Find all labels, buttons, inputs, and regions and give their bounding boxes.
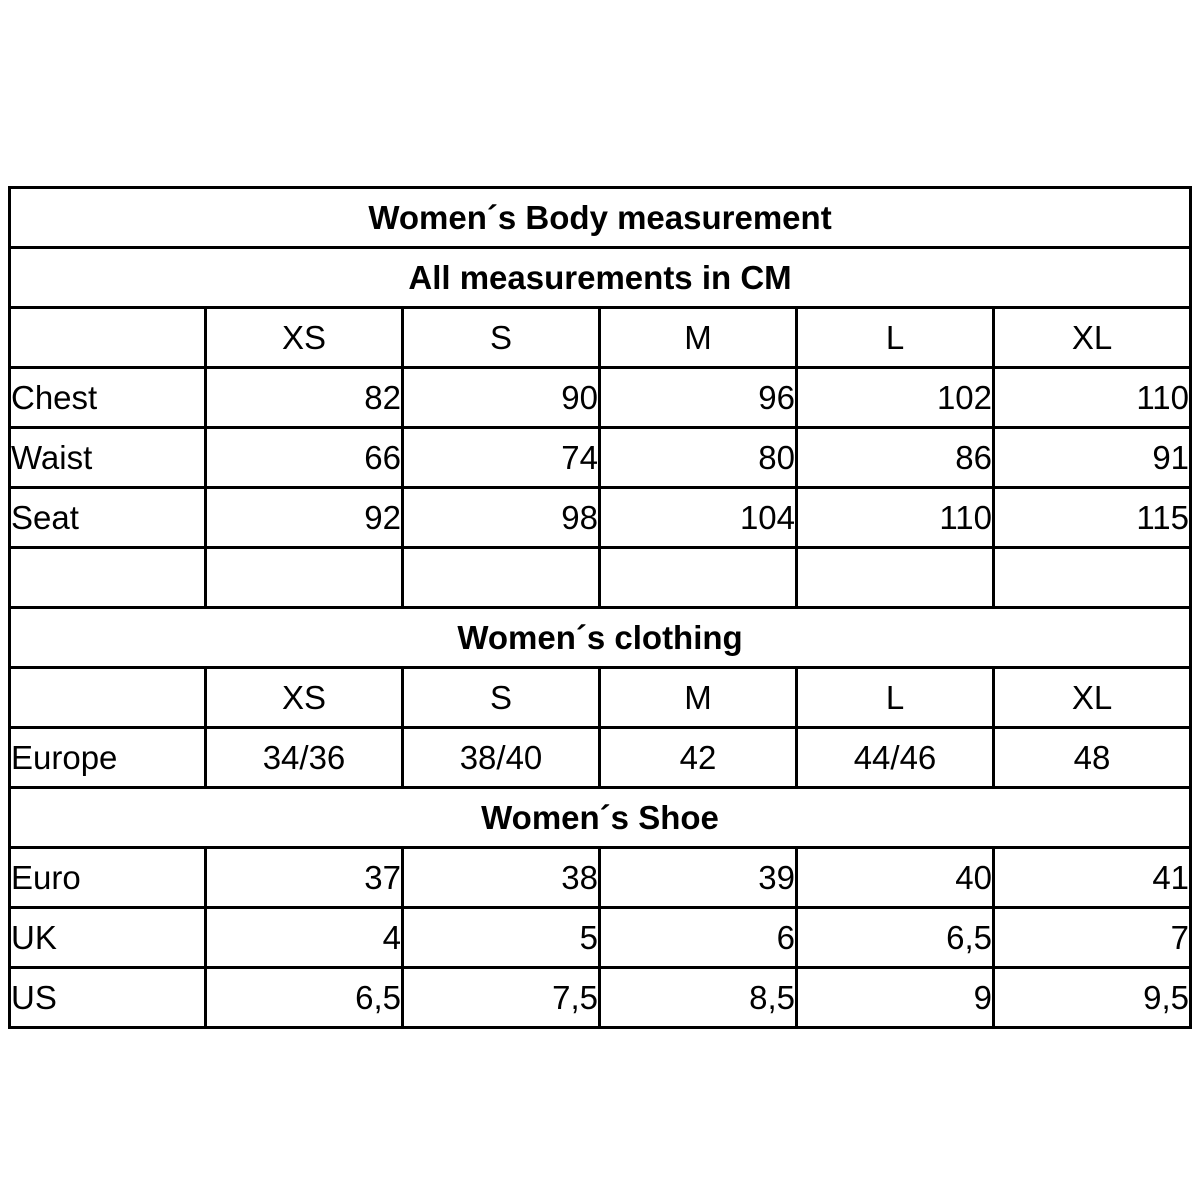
spacer-cell-1 xyxy=(10,548,206,608)
body-header-s: S xyxy=(403,308,600,368)
table-row-body-header xyxy=(10,308,1191,368)
clothing-header-xl: XL xyxy=(994,668,1191,728)
chest-l: 102 xyxy=(797,368,994,428)
spacer-cell-4 xyxy=(600,548,797,608)
body-header-xl: XL xyxy=(994,308,1191,368)
us-xl: 9,5 xyxy=(994,968,1191,1028)
seat-xl: 115 xyxy=(994,488,1191,548)
europe-l: 44/46 xyxy=(797,728,994,788)
table-row-clothing-header xyxy=(10,668,1191,728)
euro-l: 40 xyxy=(797,848,994,908)
units-subtitle: All measurements in CM xyxy=(10,248,1191,308)
chest-s: 90 xyxy=(403,368,600,428)
row-label-us: US xyxy=(10,968,206,1028)
row-label-seat: Seat xyxy=(10,488,206,548)
waist-m: 80 xyxy=(600,428,797,488)
spacer-cell-3 xyxy=(403,548,600,608)
section-title-shoe: Women´s Shoe xyxy=(10,788,1191,848)
row-label-uk: UK xyxy=(10,908,206,968)
section-title-clothing: Women´s clothing xyxy=(10,608,1191,668)
waist-s: 74 xyxy=(403,428,600,488)
row-label-chest: Chest xyxy=(10,368,206,428)
size-chart-table xyxy=(8,186,1192,1029)
table-row-euro xyxy=(10,848,1191,908)
row-label-waist: Waist xyxy=(10,428,206,488)
table-row-subtitle xyxy=(10,248,1191,308)
uk-l: 6,5 xyxy=(797,908,994,968)
table-row-waist xyxy=(10,428,1191,488)
euro-xl: 41 xyxy=(994,848,1191,908)
clothing-header-s: S xyxy=(403,668,600,728)
uk-xl: 7 xyxy=(994,908,1191,968)
euro-m: 39 xyxy=(600,848,797,908)
us-s: 7,5 xyxy=(403,968,600,1028)
table-row-uk xyxy=(10,908,1191,968)
uk-m: 6 xyxy=(600,908,797,968)
body-header-xs: XS xyxy=(206,308,403,368)
europe-xs: 34/36 xyxy=(206,728,403,788)
waist-l: 86 xyxy=(797,428,994,488)
row-label-euro: Euro xyxy=(10,848,206,908)
spacer-cell-6 xyxy=(994,548,1191,608)
body-header-m: M xyxy=(600,308,797,368)
table-row-europe xyxy=(10,728,1191,788)
waist-xl: 91 xyxy=(994,428,1191,488)
clothing-header-m: M xyxy=(600,668,797,728)
table-row-clothing-title xyxy=(10,608,1191,668)
row-label-europe: Europe xyxy=(10,728,206,788)
euro-xs: 37 xyxy=(206,848,403,908)
table-row-chest xyxy=(10,368,1191,428)
seat-s: 98 xyxy=(403,488,600,548)
body-header-blank xyxy=(10,308,206,368)
europe-xl: 48 xyxy=(994,728,1191,788)
page-title: Women´s Body measurement xyxy=(10,188,1191,248)
clothing-header-blank xyxy=(10,668,206,728)
europe-m: 42 xyxy=(600,728,797,788)
table-row-seat xyxy=(10,488,1191,548)
spacer-cell-2 xyxy=(206,548,403,608)
uk-s: 5 xyxy=(403,908,600,968)
chest-xs: 82 xyxy=(206,368,403,428)
us-l: 9 xyxy=(797,968,994,1028)
waist-xs: 66 xyxy=(206,428,403,488)
chest-m: 96 xyxy=(600,368,797,428)
table-row-title xyxy=(10,188,1191,248)
table-row-shoe-title xyxy=(10,788,1191,848)
spacer-cell-5 xyxy=(797,548,994,608)
us-xs: 6,5 xyxy=(206,968,403,1028)
chest-xl: 110 xyxy=(994,368,1191,428)
seat-m: 104 xyxy=(600,488,797,548)
europe-s: 38/40 xyxy=(403,728,600,788)
seat-xs: 92 xyxy=(206,488,403,548)
euro-s: 38 xyxy=(403,848,600,908)
body-header-l: L xyxy=(797,308,994,368)
clothing-header-xs: XS xyxy=(206,668,403,728)
uk-xs: 4 xyxy=(206,908,403,968)
seat-l: 110 xyxy=(797,488,994,548)
table-row-us xyxy=(10,968,1191,1028)
clothing-header-l: L xyxy=(797,668,994,728)
table-row-spacer xyxy=(10,548,1191,608)
us-m: 8,5 xyxy=(600,968,797,1028)
